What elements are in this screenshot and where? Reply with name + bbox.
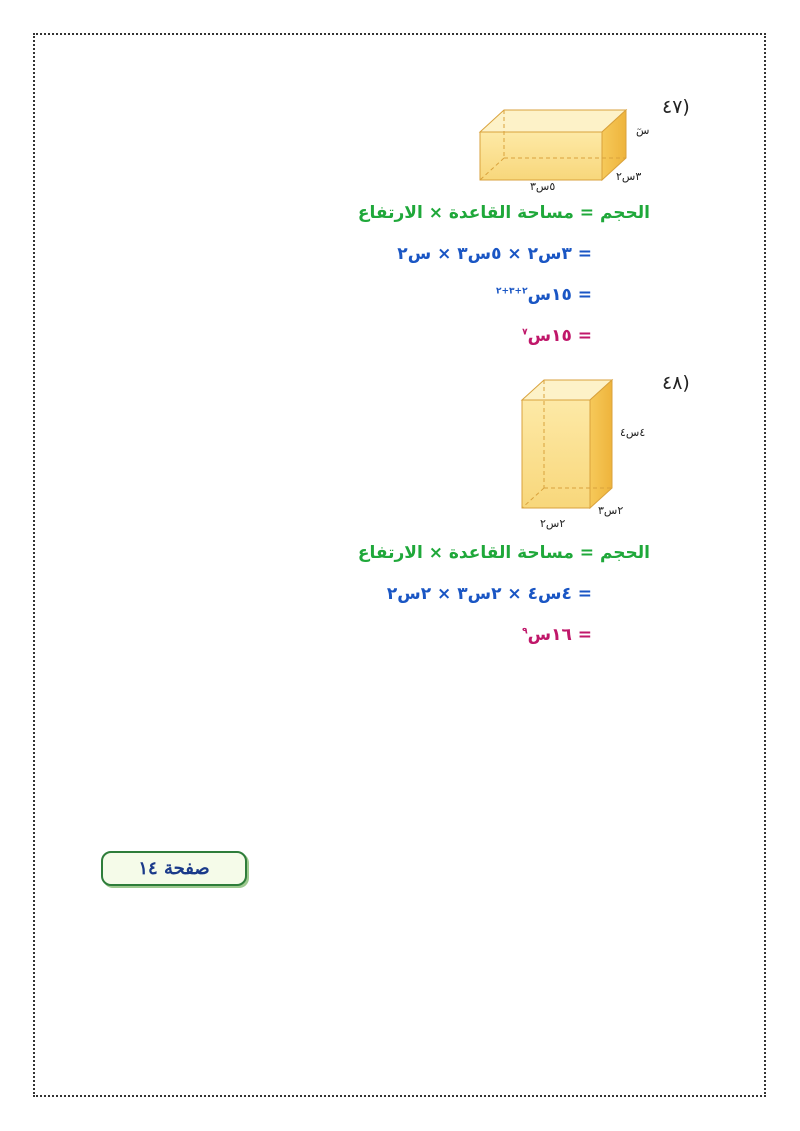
box-48-width-label: ٢س٣ [598,504,624,517]
q47-line-3: = ١٥س$^{٢+٣+٢}$ [496,285,592,305]
box-47-length-label: ٥س٣ [530,180,556,193]
q48-line-2: = ٤س٤ × ٢س٣ × ٢س٢ [386,584,592,604]
q47-line-3-exponent: ٢+٣+٢ [496,286,528,297]
question-47-number: (٤٧ [662,96,690,118]
page-border [33,33,766,1097]
question-48-number: (٤٨ [662,372,690,394]
box-48-length-label: ٢س٢ [540,517,566,530]
q48-line-3-exponent: ٩ [522,626,528,637]
q48-line-3: = ١٦س$^٩$ [522,625,592,645]
q47-line-4-exponent: ٧ [522,327,528,338]
box-figure-48 [518,376,618,516]
q48-line-1: الحجم = مساحة القاعدة × الارتفاع [357,543,650,563]
box-figure-47 [476,106,636,186]
q47-line-4: = ١٥س$^٧$ [522,326,592,346]
q47-line-2: = ٣س٢ × ٥س٣ × س٢ [397,244,592,264]
box-47-width-label: ٣س٢ [616,170,642,183]
box-48-height-label: ٤س٤ [620,426,646,439]
page-number-badge: صفحة ١٤ [101,851,247,886]
q47-line-1: الحجم = مساحة القاعدة × الارتفاع [357,203,650,223]
box-47-height-label: سٓ [636,124,650,137]
